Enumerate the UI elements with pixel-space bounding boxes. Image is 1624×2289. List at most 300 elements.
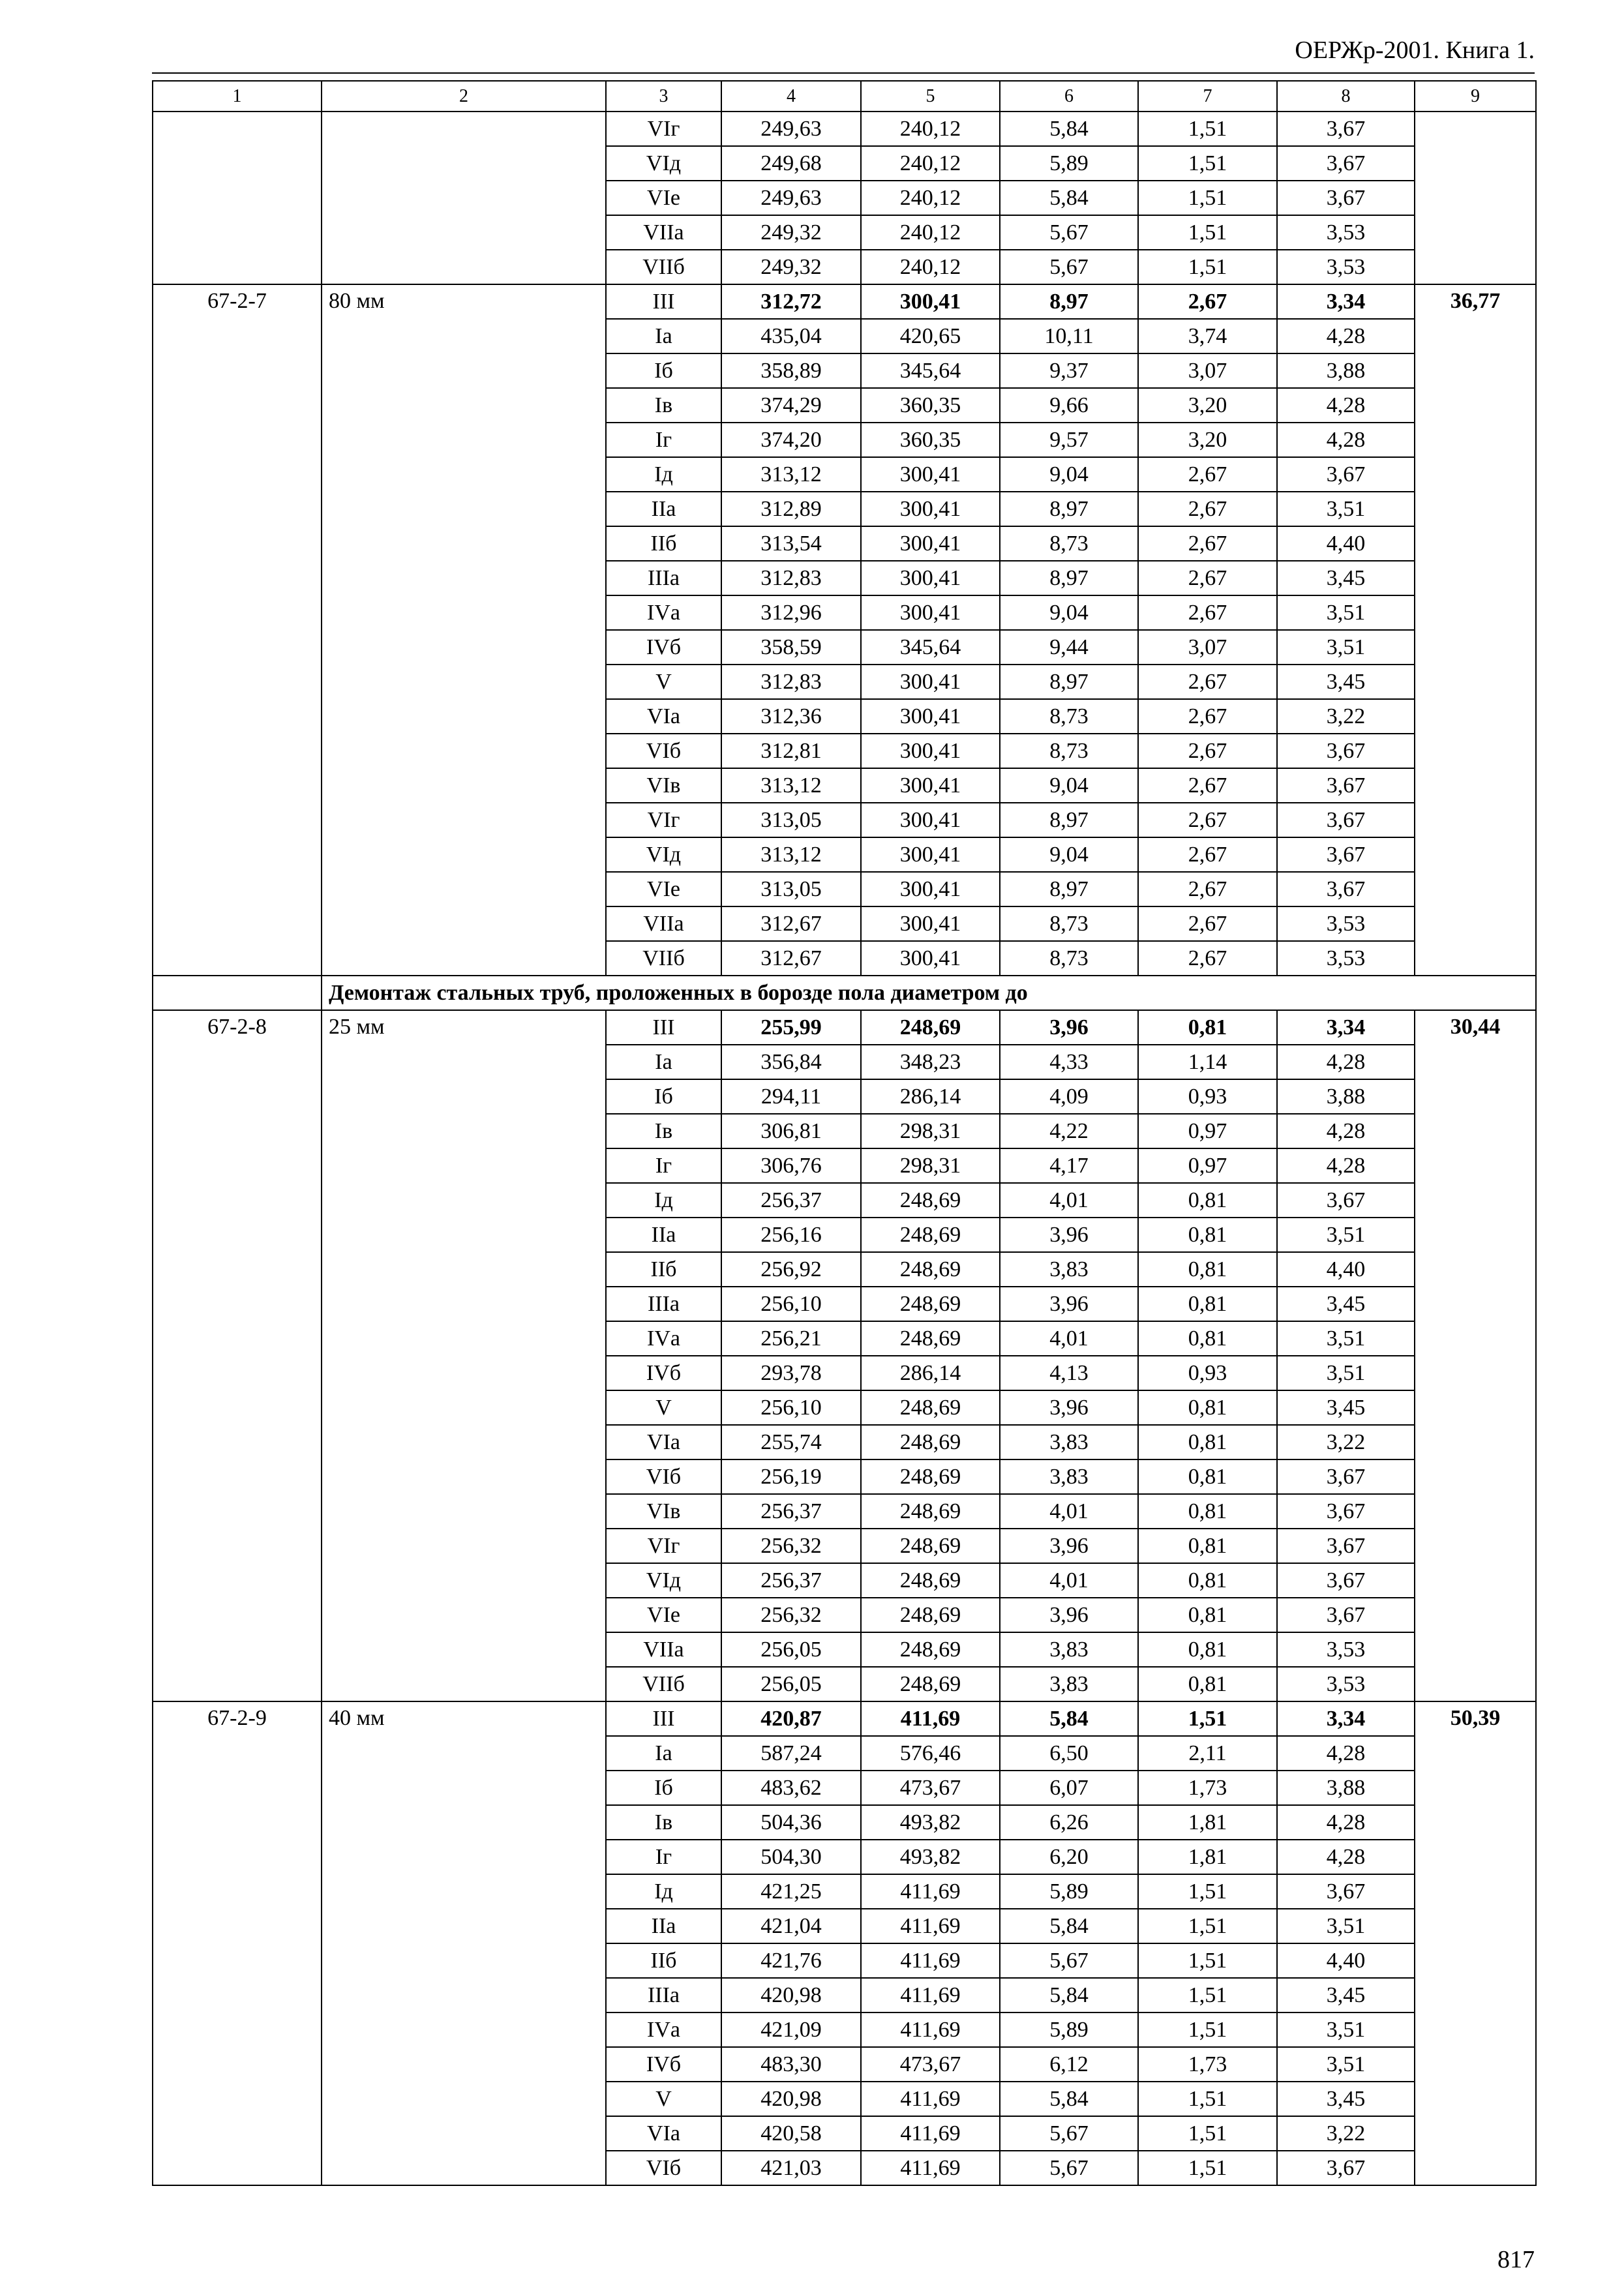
zone-label: VIб <box>606 734 721 768</box>
zone-label: III <box>606 284 721 319</box>
machine-cost: 9,37 <box>1000 353 1138 388</box>
materials-cost: 3,51 <box>1277 1356 1415 1390</box>
machine-cost: 5,89 <box>1000 2012 1138 2047</box>
column-number: 8 <box>1277 81 1415 112</box>
zone-label: V <box>606 1390 721 1425</box>
rate-code: 67-2-9 <box>153 1701 322 2185</box>
labor-cost: 473,67 <box>861 2047 1000 2082</box>
total-cost: 249,32 <box>721 250 861 284</box>
total-cost: 293,78 <box>721 1356 861 1390</box>
labor-cost: 411,69 <box>861 1909 1000 1943</box>
machine-cost: 9,44 <box>1000 630 1138 665</box>
zone-label: Iа <box>606 319 721 353</box>
operator-wage: 2,67 <box>1138 284 1277 319</box>
materials-cost: 3,67 <box>1277 1563 1415 1598</box>
materials-cost: 3,53 <box>1277 1667 1415 1701</box>
machine-cost: 4,01 <box>1000 1563 1138 1598</box>
zone-label: IVа <box>606 2012 721 2047</box>
total-cost: 249,63 <box>721 181 861 215</box>
total-cost: 312,96 <box>721 595 861 630</box>
materials-cost: 3,67 <box>1277 1183 1415 1218</box>
labor-cost: 248,69 <box>861 1632 1000 1667</box>
operator-wage: 1,51 <box>1138 2082 1277 2116</box>
machine-cost: 5,67 <box>1000 250 1138 284</box>
materials-cost: 4,28 <box>1277 1148 1415 1183</box>
machine-cost: 4,01 <box>1000 1321 1138 1356</box>
materials-cost: 3,45 <box>1277 1390 1415 1425</box>
operator-wage: 0,81 <box>1138 1321 1277 1356</box>
materials-cost: 3,67 <box>1277 872 1415 906</box>
machine-cost: 4,01 <box>1000 1494 1138 1529</box>
rates-table-body <box>153 81 1536 2185</box>
column-number: 7 <box>1138 81 1277 112</box>
labor-hours-total: 36,77 <box>1415 284 1536 976</box>
total-cost: 374,20 <box>721 423 861 457</box>
operator-wage: 0,81 <box>1138 1459 1277 1494</box>
zone-label: Iв <box>606 1805 721 1840</box>
materials-cost: 3,53 <box>1277 215 1415 250</box>
labor-cost: 300,41 <box>861 699 1000 734</box>
materials-cost: 3,22 <box>1277 2116 1415 2151</box>
operator-wage: 0,81 <box>1138 1563 1277 1598</box>
labor-cost: 411,69 <box>861 1874 1000 1909</box>
materials-cost: 3,34 <box>1277 1701 1415 1736</box>
machine-cost: 6,12 <box>1000 2047 1138 2082</box>
zone-label: VIа <box>606 2116 721 2151</box>
table-row <box>153 1010 1536 1045</box>
zone-label: IIIа <box>606 1287 721 1321</box>
labor-cost: 300,41 <box>861 734 1000 768</box>
labor-cost: 411,69 <box>861 1701 1000 1736</box>
header-divider <box>152 72 1535 74</box>
labor-cost: 240,12 <box>861 146 1000 181</box>
zone-label: Iг <box>606 423 721 457</box>
machine-cost: 5,89 <box>1000 1874 1138 1909</box>
operator-wage: 0,81 <box>1138 1494 1277 1529</box>
machine-cost: 5,84 <box>1000 1701 1138 1736</box>
operator-wage: 3,20 <box>1138 388 1277 423</box>
operator-wage: 2,67 <box>1138 457 1277 492</box>
machine-cost: 3,96 <box>1000 1287 1138 1321</box>
machine-cost: 5,67 <box>1000 2116 1138 2151</box>
operator-wage: 1,51 <box>1138 2151 1277 2185</box>
machine-cost: 9,04 <box>1000 457 1138 492</box>
operator-wage: 1,51 <box>1138 181 1277 215</box>
machine-cost: 4,33 <box>1000 1045 1138 1079</box>
machine-cost: 3,96 <box>1000 1390 1138 1425</box>
total-cost: 312,72 <box>721 284 861 319</box>
zone-label: IIа <box>606 1218 721 1252</box>
machine-cost: 8,73 <box>1000 526 1138 561</box>
labor-cost: 300,41 <box>861 837 1000 872</box>
zone-label: Iв <box>606 388 721 423</box>
labor-cost: 248,69 <box>861 1287 1000 1321</box>
zone-label: VIе <box>606 872 721 906</box>
labor-cost: 420,65 <box>861 319 1000 353</box>
labor-cost: 345,64 <box>861 630 1000 665</box>
zone-label: Iб <box>606 353 721 388</box>
machine-cost: 5,84 <box>1000 1909 1138 1943</box>
labor-cost: 248,69 <box>861 1425 1000 1459</box>
labor-cost: 240,12 <box>861 112 1000 146</box>
labor-cost: 240,12 <box>861 250 1000 284</box>
total-cost: 256,19 <box>721 1459 861 1494</box>
materials-cost: 4,28 <box>1277 1736 1415 1771</box>
operator-wage: 0,81 <box>1138 1529 1277 1563</box>
rates-table-container <box>152 80 1535 2186</box>
materials-cost: 3,88 <box>1277 1079 1415 1114</box>
machine-cost: 3,83 <box>1000 1632 1138 1667</box>
materials-cost: 3,67 <box>1277 803 1415 837</box>
zone-label: Iд <box>606 1874 721 1909</box>
rate-code: 67-2-7 <box>153 284 322 976</box>
machine-cost: 4,13 <box>1000 1356 1138 1390</box>
materials-cost: 3,67 <box>1277 1598 1415 1632</box>
total-cost: 256,37 <box>721 1563 861 1598</box>
labor-cost: 473,67 <box>861 1771 1000 1805</box>
total-cost: 256,32 <box>721 1598 861 1632</box>
operator-wage: 1,51 <box>1138 146 1277 181</box>
operator-wage: 1,51 <box>1138 1943 1277 1978</box>
machine-cost: 8,73 <box>1000 941 1138 976</box>
operator-wage: 2,67 <box>1138 492 1277 526</box>
labor-hours-total: 30,44 <box>1415 1010 1536 1701</box>
machine-cost: 8,73 <box>1000 734 1138 768</box>
machine-cost: 4,01 <box>1000 1183 1138 1218</box>
operator-wage: 1,51 <box>1138 1874 1277 1909</box>
operator-wage: 0,81 <box>1138 1667 1277 1701</box>
materials-cost: 3,88 <box>1277 353 1415 388</box>
total-cost: 249,63 <box>721 112 861 146</box>
total-cost: 312,83 <box>721 561 861 595</box>
zone-label: VIд <box>606 146 721 181</box>
total-cost: 483,62 <box>721 1771 861 1805</box>
zone-label: IVб <box>606 1356 721 1390</box>
total-cost: 256,16 <box>721 1218 861 1252</box>
zone-label: IIIа <box>606 1978 721 2012</box>
total-cost: 255,74 <box>721 1425 861 1459</box>
labor-cost: 286,14 <box>861 1079 1000 1114</box>
labor-cost: 240,12 <box>861 181 1000 215</box>
materials-cost: 3,51 <box>1277 2047 1415 2082</box>
labor-cost: 248,69 <box>861 1459 1000 1494</box>
rate-description: 80 мм <box>322 284 606 976</box>
total-cost: 256,05 <box>721 1667 861 1701</box>
column-number: 3 <box>606 81 721 112</box>
section-heading-row <box>153 976 1536 1010</box>
labor-cost: 248,69 <box>861 1321 1000 1356</box>
materials-cost: 3,22 <box>1277 1425 1415 1459</box>
labor-cost: 411,69 <box>861 1978 1000 2012</box>
materials-cost: 4,28 <box>1277 1805 1415 1840</box>
zone-label: Iб <box>606 1771 721 1805</box>
operator-wage: 2,67 <box>1138 561 1277 595</box>
total-cost: 358,89 <box>721 353 861 388</box>
materials-cost: 3,88 <box>1277 1771 1415 1805</box>
materials-cost: 3,51 <box>1277 492 1415 526</box>
machine-cost: 3,83 <box>1000 1459 1138 1494</box>
labor-cost: 411,69 <box>861 2012 1000 2047</box>
operator-wage: 0,81 <box>1138 1287 1277 1321</box>
operator-wage: 1,51 <box>1138 1978 1277 2012</box>
total-cost: 435,04 <box>721 319 861 353</box>
total-cost: 312,89 <box>721 492 861 526</box>
zone-label: Iа <box>606 1736 721 1771</box>
labor-cost: 248,69 <box>861 1667 1000 1701</box>
labor-cost: 286,14 <box>861 1356 1000 1390</box>
materials-cost: 3,51 <box>1277 1218 1415 1252</box>
total-cost: 313,12 <box>721 457 861 492</box>
machine-cost: 4,17 <box>1000 1148 1138 1183</box>
zone-label: VIд <box>606 1563 721 1598</box>
materials-cost: 3,34 <box>1277 1010 1415 1045</box>
total-cost: 504,36 <box>721 1805 861 1840</box>
zone-label: IVб <box>606 630 721 665</box>
operator-wage: 0,81 <box>1138 1425 1277 1459</box>
operator-wage: 2,11 <box>1138 1736 1277 1771</box>
labor-cost: 300,41 <box>861 768 1000 803</box>
operator-wage: 1,51 <box>1138 215 1277 250</box>
materials-cost: 4,28 <box>1277 1840 1415 1874</box>
total-cost: 420,98 <box>721 1978 861 2012</box>
total-cost: 294,11 <box>721 1079 861 1114</box>
materials-cost: 4,28 <box>1277 319 1415 353</box>
labor-cost: 300,41 <box>861 906 1000 941</box>
materials-cost: 3,67 <box>1277 1874 1415 1909</box>
total-cost: 256,37 <box>721 1183 861 1218</box>
total-cost: 256,32 <box>721 1529 861 1563</box>
labor-cost: 300,41 <box>861 872 1000 906</box>
zone-label: Iд <box>606 1183 721 1218</box>
total-cost: 256,37 <box>721 1494 861 1529</box>
operator-wage: 0,81 <box>1138 1218 1277 1252</box>
zone-label: VIIа <box>606 1632 721 1667</box>
labor-cost: 300,41 <box>861 492 1000 526</box>
materials-cost: 3,45 <box>1277 1978 1415 2012</box>
column-number: 2 <box>322 81 606 112</box>
machine-cost: 8,97 <box>1000 803 1138 837</box>
machine-cost: 5,84 <box>1000 112 1138 146</box>
total-cost: 312,67 <box>721 906 861 941</box>
operator-wage: 1,51 <box>1138 2116 1277 2151</box>
materials-cost: 4,40 <box>1277 1943 1415 1978</box>
machine-cost: 5,67 <box>1000 215 1138 250</box>
machine-cost: 5,67 <box>1000 2151 1138 2185</box>
table-row <box>153 284 1536 319</box>
zone-label: VIе <box>606 1598 721 1632</box>
materials-cost: 3,51 <box>1277 2012 1415 2047</box>
zone-label: VIв <box>606 768 721 803</box>
rate-description: 25 мм <box>322 1010 606 1701</box>
machine-cost: 9,66 <box>1000 388 1138 423</box>
total-cost: 306,81 <box>721 1114 861 1148</box>
operator-wage: 1,51 <box>1138 112 1277 146</box>
operator-wage: 0,81 <box>1138 1632 1277 1667</box>
labor-cost: 411,69 <box>861 1943 1000 1978</box>
materials-cost: 3,67 <box>1277 1494 1415 1529</box>
total-cost: 249,68 <box>721 146 861 181</box>
total-cost: 312,67 <box>721 941 861 976</box>
operator-wage: 2,67 <box>1138 872 1277 906</box>
operator-wage: 0,81 <box>1138 1010 1277 1045</box>
labor-cost: 300,41 <box>861 595 1000 630</box>
labor-cost: 300,41 <box>861 457 1000 492</box>
column-number-row <box>153 81 1536 112</box>
column-number: 1 <box>153 81 322 112</box>
machine-cost: 5,84 <box>1000 2082 1138 2116</box>
operator-wage: 0,81 <box>1138 1390 1277 1425</box>
zone-label: VIIб <box>606 1667 721 1701</box>
labor-cost: 411,69 <box>861 2082 1000 2116</box>
machine-cost: 9,04 <box>1000 595 1138 630</box>
total-cost: 256,05 <box>721 1632 861 1667</box>
machine-cost: 8,73 <box>1000 906 1138 941</box>
operator-wage: 3,74 <box>1138 319 1277 353</box>
operator-wage: 2,67 <box>1138 837 1277 872</box>
labor-cost: 248,69 <box>861 1529 1000 1563</box>
total-cost: 421,03 <box>721 2151 861 2185</box>
machine-cost: 3,83 <box>1000 1667 1138 1701</box>
total-cost: 421,76 <box>721 1943 861 1978</box>
total-cost: 312,36 <box>721 699 861 734</box>
machine-cost: 9,04 <box>1000 837 1138 872</box>
machine-cost: 8,97 <box>1000 492 1138 526</box>
machine-cost: 3,83 <box>1000 1252 1138 1287</box>
column-number: 6 <box>1000 81 1138 112</box>
operator-wage: 1,51 <box>1138 250 1277 284</box>
operator-wage: 1,51 <box>1138 1909 1277 1943</box>
labor-cost: 240,12 <box>861 215 1000 250</box>
zone-label: VIIа <box>606 906 721 941</box>
total-cost: 420,58 <box>721 2116 861 2151</box>
zone-label: VIг <box>606 803 721 837</box>
zone-label: III <box>606 1701 721 1736</box>
labor-cost: 493,82 <box>861 1840 1000 1874</box>
operator-wage: 2,67 <box>1138 803 1277 837</box>
labor-cost: 360,35 <box>861 388 1000 423</box>
labor-cost: 248,69 <box>861 1563 1000 1598</box>
total-cost: 313,05 <box>721 803 861 837</box>
zone-label: IVа <box>606 1321 721 1356</box>
zone-label: VIIб <box>606 941 721 976</box>
zone-label: VIд <box>606 837 721 872</box>
operator-wage: 1,81 <box>1138 1840 1277 1874</box>
machine-cost: 5,89 <box>1000 146 1138 181</box>
total-cost: 374,29 <box>721 388 861 423</box>
materials-cost: 3,53 <box>1277 1632 1415 1667</box>
rate-code <box>153 112 322 284</box>
machine-cost: 9,04 <box>1000 768 1138 803</box>
labor-cost: 360,35 <box>861 423 1000 457</box>
total-cost: 313,54 <box>721 526 861 561</box>
materials-cost: 3,67 <box>1277 2151 1415 2185</box>
materials-cost: 3,51 <box>1277 595 1415 630</box>
zone-label: IIб <box>606 1943 721 1978</box>
labor-cost: 348,23 <box>861 1045 1000 1079</box>
labor-hours-total: 50,39 <box>1415 1701 1536 2185</box>
rate-description: 40 мм <box>322 1701 606 2185</box>
total-cost: 421,04 <box>721 1909 861 1943</box>
materials-cost: 3,51 <box>1277 630 1415 665</box>
materials-cost: 3,45 <box>1277 665 1415 699</box>
operator-wage: 2,67 <box>1138 941 1277 976</box>
zone-label: V <box>606 2082 721 2116</box>
total-cost: 312,81 <box>721 734 861 768</box>
total-cost: 587,24 <box>721 1736 861 1771</box>
labor-cost: 493,82 <box>861 1805 1000 1840</box>
materials-cost: 4,28 <box>1277 1114 1415 1148</box>
labor-cost: 300,41 <box>861 803 1000 837</box>
rate-description <box>322 112 606 284</box>
operator-wage: 2,67 <box>1138 906 1277 941</box>
operator-wage: 2,67 <box>1138 768 1277 803</box>
labor-cost: 248,69 <box>861 1598 1000 1632</box>
zone-label: VIе <box>606 181 721 215</box>
labor-cost: 298,31 <box>861 1114 1000 1148</box>
operator-wage: 0,97 <box>1138 1148 1277 1183</box>
operator-wage: 1,14 <box>1138 1045 1277 1079</box>
labor-cost: 411,69 <box>861 2116 1000 2151</box>
operator-wage: 1,73 <box>1138 1771 1277 1805</box>
machine-cost: 9,57 <box>1000 423 1138 457</box>
zone-label: IIа <box>606 1909 721 1943</box>
labor-cost: 298,31 <box>861 1148 1000 1183</box>
machine-cost: 6,07 <box>1000 1771 1138 1805</box>
machine-cost: 3,96 <box>1000 1598 1138 1632</box>
materials-cost: 3,67 <box>1277 734 1415 768</box>
section-empty-cell <box>153 976 322 1010</box>
section-title: Демонтаж стальных труб, проложенных в борозде пола диаметром до <box>322 976 1536 1010</box>
materials-cost: 3,67 <box>1277 112 1415 146</box>
operator-wage: 1,73 <box>1138 2047 1277 2082</box>
labor-cost: 300,41 <box>861 665 1000 699</box>
labor-cost: 300,41 <box>861 526 1000 561</box>
total-cost: 256,10 <box>721 1287 861 1321</box>
zone-label: IVа <box>606 595 721 630</box>
total-cost: 420,98 <box>721 2082 861 2116</box>
machine-cost: 5,84 <box>1000 1978 1138 2012</box>
rate-code: 67-2-8 <box>153 1010 322 1701</box>
total-cost: 312,83 <box>721 665 861 699</box>
operator-wage: 2,67 <box>1138 595 1277 630</box>
zone-label: VIг <box>606 112 721 146</box>
column-number: 4 <box>721 81 861 112</box>
total-cost: 421,25 <box>721 1874 861 1909</box>
total-cost: 421,09 <box>721 2012 861 2047</box>
total-cost: 420,87 <box>721 1701 861 1736</box>
materials-cost: 3,51 <box>1277 1321 1415 1356</box>
materials-cost: 3,67 <box>1277 1529 1415 1563</box>
total-cost: 358,59 <box>721 630 861 665</box>
materials-cost: 4,28 <box>1277 388 1415 423</box>
labor-cost: 300,41 <box>861 284 1000 319</box>
machine-cost: 10,11 <box>1000 319 1138 353</box>
operator-wage: 2,67 <box>1138 665 1277 699</box>
operator-wage: 0,81 <box>1138 1252 1277 1287</box>
column-number: 9 <box>1415 81 1536 112</box>
labor-cost: 248,69 <box>861 1218 1000 1252</box>
operator-wage: 0,93 <box>1138 1356 1277 1390</box>
labor-cost: 248,69 <box>861 1252 1000 1287</box>
total-cost: 256,21 <box>721 1321 861 1356</box>
machine-cost: 8,97 <box>1000 284 1138 319</box>
total-cost: 249,32 <box>721 215 861 250</box>
labor-hours-total <box>1415 112 1536 284</box>
operator-wage: 0,97 <box>1138 1114 1277 1148</box>
operator-wage: 2,67 <box>1138 526 1277 561</box>
machine-cost: 3,96 <box>1000 1529 1138 1563</box>
operator-wage: 1,51 <box>1138 2012 1277 2047</box>
